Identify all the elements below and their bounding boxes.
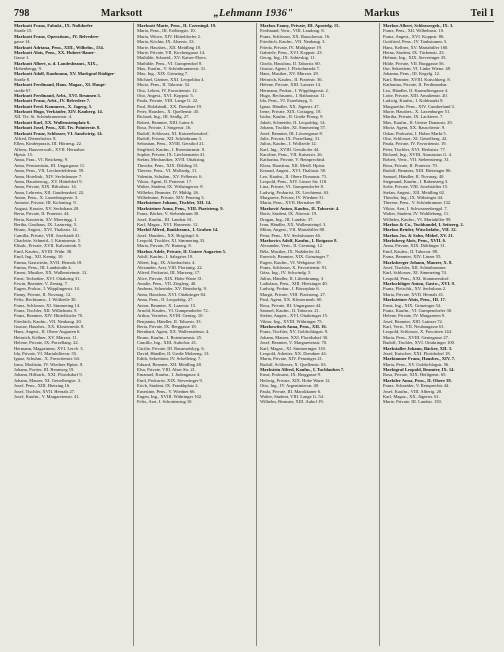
directory-entry: Karl, Schlosser, XI. Simmering 74.: [383, 270, 447, 276]
directory-entry: Karl, Magaz., XX. Jägerstr. 61.: [383, 393, 440, 399]
directory-entry: Otto, Schlosser, XI. Geiselberg. 42.: [383, 135, 448, 141]
directory-entry: Ignaz, Händler, XX. Jägerstr. 47.: [260, 103, 320, 109]
directory-entry: Johann, Tischler, XI. Simmering 57.: [260, 125, 327, 131]
directory-entry: Hugo, Rechtsanw., I. Rathausstr. 11.: [260, 92, 326, 98]
directory-entry: Valentin, Schuhm., XV. Felberstr. 6.: [137, 173, 203, 179]
directory-entry: Leo, Kaufm., II. Obere Donaustr. 71.: [260, 173, 328, 179]
directory-entry: Max, Kaufm., V. Schönbrunnerstr. 31.: [137, 66, 207, 71]
directory-entry: Moriz, Agent, XX. Rauscherstr. 9.: [383, 125, 446, 131]
directory-entry: Gasse 1.: [14, 55, 30, 61]
directory-entry: Marksott Franz, Arbt., IV. Belvedere 7.: [14, 98, 91, 104]
directory-entry: Viktor, Ing., XVIII. Währinger 75.: [260, 318, 323, 324]
directory-entry: Alfred, Prokurist, III. Marxerg. 17.: [137, 270, 201, 276]
directory-entry: Wilhelmine, Private, XIV. Penzing 3.: [137, 195, 205, 200]
directory-entry: Ludwig, Prokur., I. Börseplatz 6.: [260, 286, 320, 292]
directory-entry: Ludwig, Kaufm., I. Kohlmarkt 8.: [383, 98, 444, 104]
directory-entry: Rudolf, Schlosser, X. Quellenstr. 63.: [260, 361, 327, 367]
directory-entry: Helene, Private, IV. Margareten 9.: [383, 313, 446, 319]
directory-entry: Adolf, Kaufm., I. Salzgries 19.: [137, 254, 194, 260]
directory-entry: Emanuel, Kaufm., I. Judengasse 4.: [137, 372, 201, 378]
directory-entry: Margit, Private, VIII. Piaristeng. 27.: [260, 291, 326, 297]
directory-entry: Hans, Kellner, XV. Mariahilfer 160.: [383, 44, 449, 50]
directory-entry: Otto, Angest., XVI. Koppstr. 5.: [137, 92, 194, 98]
directory-entry: Jakob, Schneider, II. Leopoldsg. 14.: [260, 119, 326, 125]
directory-entry: Marie, Hausbes., X. Laxenburger 51.: [383, 109, 451, 114]
directory-entry: Ladislaus, Pens., XIII. Hietzinger 40.: [260, 281, 328, 286]
directory-entry: Helene, Private, IX. Porzellang. 22.: [14, 340, 79, 346]
directory-entry: Erich, Student, IX. Frankhplatz 2.: [137, 383, 199, 389]
directory-entry: Heinz, Student, IX. Türkenstr. 23.: [383, 49, 445, 55]
directory-entry: Ilse, Sekretärin, VI. Linke Wienz. 48.: [383, 66, 452, 71]
directory-entry: Franz, Bäcker, V. Siebenbrunn 30.: [137, 211, 200, 217]
directory-entry: Josef, Beamter, III. Löwengasse 8.: [260, 130, 323, 136]
directory-entry: Ida, Pens., VI. Esterházyg. 5.: [260, 98, 313, 104]
directory-entry: Markstein Alfred, Kaufm., I. Tuchlauben 7.: [260, 367, 345, 372]
directory-entry: Rosa, Private, XIX. Heiligenst. 65.: [383, 372, 447, 378]
directory-entry: Josef, Hausbes., XX. Brigittapl. 6.: [137, 232, 200, 238]
directory-entry: Josef, Pens., XIII. Hietzing 16.: [14, 383, 71, 389]
directory-entry: Josef, Kaufm., VIII. Albertg. 20.: [383, 388, 443, 394]
directory-entry: Felix, Arzt, I. Schottenring 10.: [137, 399, 193, 405]
directory-entry: Markstaller Johann, Bäcker, XII. 3.: [383, 345, 453, 351]
directory-entry: Viktor, Agent, II. Praterstr. 17.: [137, 178, 193, 184]
directory-entry: Irma, Modistin, IV. Wiedner Hptstr. 8.: [14, 361, 84, 367]
directory-entry: Anna, Hausbesorg., XV. Hütteldorf 9.: [14, 178, 83, 184]
directory-entry: Franz, Angest., XVI. Koppstr. 86.: [383, 33, 445, 39]
directory-entry: straße 67.: [14, 87, 32, 93]
directory-entry: Frieda, Private, IV. Mühlgasse 19.: [260, 44, 323, 50]
directory-entry: Erwin, Beamter, V. Zentag. 7.: [14, 281, 69, 286]
directory-entry: Andreas, Schneider, XV. Reindorfg. 9.: [137, 286, 208, 292]
directory-entry: Sophie, Private, IX. Liechtenstein 41.: [137, 152, 206, 157]
directory-entry: Berta, Kassierin, XV. Moeringg. 1.: [14, 216, 78, 222]
directory-entry: Siegfried, Kaufm., I. Rotenturmstr. 9.: [137, 146, 206, 152]
header-rule: [14, 21, 494, 22]
directory-entry: Franz, Schlosser, XX. Rauscherstr. 16.: [260, 33, 331, 39]
directory-entry: Samuel, Händler, II. Novarag. 40.: [383, 173, 445, 179]
directory-entry: Maria, Private, XIV. Penzinger 21.: [260, 356, 324, 362]
directory-entry: Rudolf, Beamter, XIII. Hietzinger 86.: [383, 168, 452, 174]
directory-entry: Marie, Private, VII. Kirchengasse 14.: [137, 49, 206, 55]
directory-entry: Gabriele, Pens., XVI. Koppstr. 23.: [260, 49, 323, 55]
directory-entry: Arthur, Vertreter, XVIII. Gentzg. 10.: [137, 313, 204, 319]
directory-entry: Bertha, Gasthaus, IX. Lazarettg. 5.: [14, 221, 78, 227]
directory-entry: Rosa, Private, II. Praterstr. 70.: [383, 162, 438, 168]
directory-entry: Maria, Private, XVII. Hernals 41.: [383, 291, 445, 297]
directory-entry: Isidor, Kaufm., II. Große Pfarrg. 9.: [260, 114, 324, 120]
directory-entry: Klara, Hausfrau, XII. Meidl. Hptstr.: [260, 162, 326, 168]
directory-entry: Straße 8.: [14, 76, 31, 82]
directory-entry: Marktl Alfred, Bankbeamt., I. Graben 14.: [137, 227, 219, 233]
directory-entry: Paula, Private, VIII. Lange G. 22.: [137, 98, 199, 104]
directory-entry: Johanna, Pens., III. Kegelg. 12.: [383, 71, 441, 77]
directory-entry: Johann, Hilfsarb., XXI. Floridsdorf 9.: [14, 372, 83, 378]
directory-entry: Margarethe, Pens., XIV. Cumberland 3.: [383, 103, 455, 109]
directory-entry: Josef, Tischler, XVII. Hernals 27.: [14, 388, 76, 394]
directory-entry: Ivan, Händler, XX. Wallensteinpl. 3.: [260, 221, 327, 227]
directory-entry: Edith, Sekretärin, IV. Schelleing. 7.: [137, 356, 202, 362]
directory-entry: Ignaz, Schuhm., X. Favoritenstr. 64.: [14, 356, 80, 362]
directory-entry: Markschläger Anton, Gastw., XVI. 9.: [383, 281, 456, 286]
directory-entry: Leopold, Pens., XXI. Stammersdorf.: [383, 275, 450, 281]
directory-entry: Marksott Josef, Pens., XII. Tiv. Pointerstr. 8.: [14, 125, 101, 131]
directory-entry: Marie, Private, III. Landstr. 150.: [383, 399, 442, 405]
directory-entry: Franz, Schlosser, X. Favoritenstr. 91.: [260, 264, 328, 270]
directory-entry: Josef, Beamter, XIII. Lainzer 72.: [383, 318, 443, 324]
directory-entry: Bernhard, Agent, XX. Wallensteinstr. 4.: [137, 329, 210, 335]
directory-entry: Theodor, Ing., IX. Währinger 44.: [383, 195, 444, 200]
directory-entry: Ferdinand, Vertr., VIII. Laudong. 8.: [260, 28, 325, 34]
page-header: [14, 6, 494, 20]
directory-entry: Margarete, Private, IV. Wiedner 31.: [260, 195, 325, 200]
directory-entry: Samuel, Kaufm., II. Taborstr. 21.: [260, 307, 320, 313]
directory-entry: Franz, Schneider, V. Reinprechts 44.: [383, 383, 450, 389]
directory-entry: Marksott Franz, Fabukt., IX. Nußdorfer: [14, 23, 93, 28]
directory-entry: Julius, Händler, II. Lilienbrunng. 3.: [260, 275, 325, 281]
directory-entry: Berta, Private, IX. Berggasse 18.: [137, 324, 197, 329]
directory-entry: Irene, Private, XIX. Cottageg. 18.: [260, 109, 322, 114]
directory-entry: Otto, Lehrer, IV. Favoritenstr. 12.: [137, 87, 198, 93]
directory-entry: Maria, Pens., XVII. Hernalser 88.: [260, 200, 322, 206]
directory-entry: Hermann, Magazineur, XVI. Lerch. 3.: [14, 345, 84, 351]
directory-entry: Milan, Angest., VII. Mariahilfer 88.: [260, 227, 326, 233]
directory-entry: Viktor, Arzt, I. Schwarzenbergpl. 7.: [383, 205, 448, 211]
directory-entry: Markowitsch Anna, Pens., XII. 16.: [260, 324, 327, 329]
directory-entry: Béla, Musiker, IX. Nußdorfer 24.: [260, 248, 321, 254]
directory-entry: Camillo, Ing., XIII. Auhofstr. 41.: [137, 340, 198, 346]
directory-entry: Leopold, Arbeiter, XX. Dresdner 44.: [260, 350, 327, 356]
directory-entry: Emil, Kaufm., II. Taborstr. 88.: [383, 248, 439, 254]
column-1: [14, 23, 127, 646]
directory-entry: Leopold, Pens., XIV. Linzer Str. 118.: [260, 178, 328, 184]
directory-entry: Max, Kaufm., II. Untere Donaustr. 29.: [383, 119, 453, 125]
directory-entry: Markus Jos. & Sohn, Möbel, XV. 21.: [383, 232, 454, 238]
directory-entry: Eduard, Beamter, XII. Meidling 48.: [137, 361, 202, 367]
directory-entry: Marksberger Johann, Maurer, X. 8.: [383, 259, 453, 265]
directory-entry: Paula, Private, IV. Favoritenstr. 19.: [383, 141, 447, 147]
directory-entry: Cäcilie, Private, III. Rasumofskyg. 6.: [137, 345, 205, 351]
header-title: „Lehmann 1936": [213, 7, 294, 19]
directory-entry: Heinrich, Kellner, XV. Märzstr. 11.: [14, 334, 78, 340]
directory-entry: Josef, Kaufm., V. Margaretenstr. 41.: [14, 393, 80, 399]
directory-entry: Robert, Vertr., VII. Siebensterng. 31.: [383, 157, 450, 163]
directory-entry: Robert, Beamter, XIII. Lainz 6.: [137, 119, 195, 125]
directory-entry: Albert, Ing., IX. Alserbachstr. 4.: [137, 259, 196, 265]
directory-entry: Alexander, Arzt, VIII. Florianig. 22.: [137, 264, 203, 270]
directory-entry: Rudolf, Tischler, XVI. Ottakringer 100.: [383, 340, 456, 346]
directory-entry: Franz, Tischler, XII. Wilhelmstr. 9.: [14, 307, 78, 313]
directory-entry: Gottfried, Pens., IV. Taubstumm. 5.: [383, 39, 448, 45]
directory-entry: Markovics Adolf, Kaufm., I. Rotgasse 8.: [260, 238, 338, 243]
directory-entry: Marie, Hausbes., XII. Meidling 18.: [137, 44, 202, 50]
directory-entry: Ernest, Musiker, XX. Wallensteinstr. 12.: [14, 270, 88, 276]
directory-entry: Elisab., Private, XVII. Kalvarienb. 9.: [14, 243, 82, 249]
directory-entry: Marksteiner Alois, Pens., III. 17.: [383, 297, 446, 303]
directory-entry: Anna, Pensionistin, III. Ungargasse 11.: [14, 162, 86, 168]
directory-entry: Emil, Ing., XII. Kemtg. 10.: [14, 254, 64, 260]
directory-entry: Alfred, Dienerhofstr. 8.: [14, 135, 57, 141]
directory-entry: Josef, Kutscher, XXI. Floridsdorf 18.: [383, 350, 451, 356]
directory-entry: Ernst, Prokurist, IX. Berggasse 9.: [260, 372, 322, 378]
directory-entry: Marksteiner Johann, Tischler, XII. 14.: [137, 200, 212, 206]
directory-entry: Eugen, Prokur., I. Wipplingerstr. 14.: [14, 286, 80, 292]
directory-entry: Anna, Frau., VI. Brückeng. 9.: [14, 157, 69, 163]
directory-entry: Georg, Ing., IX. Sobieskig. 11.: [260, 55, 316, 61]
directory-entry: Petar, Pens., XV. Sechshauser 46.: [260, 232, 321, 238]
column-2: [133, 23, 250, 646]
directory-entry: Anton, Pens., X. Laxenburgerstr. 3.: [14, 195, 79, 200]
directory-entry: Maria, Private, IV. Rainerg. 8.: [137, 243, 192, 249]
directory-entry: Franz, Tischler, XV. Goldschlagstr. 9.: [260, 329, 329, 335]
directory-entry: Konrad, Angest., XVI. Thaliastr. 58.: [260, 168, 327, 174]
directory-entry: Marktgraf Leopold, Beamter, IX. 14.: [383, 367, 455, 372]
directory-entry: Maria, Pens., XVIII. Gentzgasse 27.: [383, 334, 450, 340]
directory-entry: Leopold, Schlosser, X. Favoriten 144.: [383, 329, 453, 335]
directory-entry: Wilhelm, Kaufm., VI. Mariahilfer 99.: [383, 216, 452, 222]
directory-entry: Franz, Beamter, XIV. Linzer 55.: [383, 254, 442, 260]
directory-entry: Eugen, Kaufm., VI. Webgasse 19.: [260, 259, 322, 265]
directory-entry: Friedrich, Kaufm., VII. Neubaug. 3.: [260, 39, 326, 45]
directory-entry: Karl, Magaz., XI. Simmeringer 118.: [260, 345, 326, 351]
directory-entry: Boris, Student, IX. Alserstr. 19.: [260, 211, 318, 217]
directory-entry: Emma, Gastwirtin, XVII. Hernals 18.: [14, 259, 83, 265]
directory-entry: Paul, Agent, XX. Klosterneub. 60.: [260, 297, 323, 303]
directory-entry: Marksott Adolf, Kaufmann, XV. Markgraf Rüdiger-: [14, 71, 116, 77]
directory-entry: Siegmund, Kaufm., I. Rabensteig 3.: [383, 178, 449, 184]
directory-entry: Julie, Private, IX. Porzellang. 31.: [260, 135, 321, 141]
directory-entry: Bruno, Angest., XVI. Thaliastr. 14.: [14, 227, 78, 233]
directory-entry: Johann, Maurer, XXI. Floridsdorf 30.: [260, 334, 329, 340]
column-3: [256, 23, 373, 646]
directory-entry: Markus Albert, Schlossergeh., IX. 3.: [383, 23, 454, 28]
directory-entry: Camilla, Private, VIII. Josefstadt 41.: [14, 232, 81, 238]
directory-entry: Franz, Fleischh., XV. Sechshaus 2.: [383, 286, 447, 292]
directory-entry: Sebastian, Pens., XVIII. Gersthof 21.: [137, 141, 205, 147]
directory-entry: Walter, Student, IV. Wohllebeng. 11.: [383, 211, 450, 217]
directory-entry: Stefan, Mechaniker, XVII. Ottakring.: [137, 157, 206, 163]
directory-entry: Anna, Hausfrau, XVI. Ottakringer 84.: [137, 291, 207, 297]
directory-entry: Mathilde, Pens., VI. Gumpendorf 8.: [137, 60, 203, 66]
directory-entry: Richard, Ing., XVIII. Anastasius G. 4.: [383, 152, 453, 157]
directory-entry: Johann, Maurer, XI. Geiselbergstr. 3.: [14, 377, 82, 383]
directory-entry: Maria, Pens., XV. Goldschlagstr. 56.: [383, 361, 450, 367]
directory-entry: Rudolf, Friseur, XII. Schönbrunn 3.: [137, 135, 202, 141]
directory-entry: Heinrich, Kaufm., II. Praterstr. 36.: [260, 76, 323, 82]
directory-entry: Alexander, Vertr., II. Czerning. 12.: [260, 243, 324, 249]
directory-entry: Wilhelm, Beamter, XIII. Auhof 19.: [260, 399, 324, 405]
directory-entry: Josef, Beamter, V. Margaretenstr. 70.: [260, 340, 328, 346]
directory-entry: Katharina, Private, II. Ferdinandstr.: [383, 82, 448, 88]
directory-entry: Sofie, Private, VIII. Josefstädter 15.: [383, 184, 449, 190]
directory-entry: Gustav, Hausbes., XX. Klosterneub. 8.: [14, 324, 85, 329]
directory-entry: David, Händler, II. Große Mohreng. 13.: [137, 350, 210, 356]
directory-entry: Dragan, Ing., III. Landstr. 37.: [260, 216, 314, 222]
directory-entry: Straße 15.: [14, 28, 33, 34]
directory-entry: Marksott Ferdinand, Arbt., XVI. Brunnen 5.: [14, 92, 101, 98]
directory-entry: Anton, Beamter, X. Laaerstr. 15.: [137, 302, 197, 308]
directory-entry: Rudolf, Schlosser, XI. Kaiserebersdorf.: [137, 130, 209, 136]
directory-entry: Emerich, Beamter, XIX. Grinzinger 7.: [260, 254, 330, 260]
directory-entry: Berta, Private, II. Praterstr. 44.: [14, 211, 70, 217]
directory-entry: Anna, Lehrerin, XII. Gaudenzdorf. 22.: [14, 189, 85, 195]
directory-entry: Theodor, Pens., XIX. Döbling 15.: [137, 162, 199, 168]
directory-entry: Hohenbergg. 9.: [14, 66, 43, 71]
directory-entry: Marktler Anna, Pens., II. Obere 39.: [383, 377, 452, 383]
directory-entry: Max, Ing., XIX. Grinzing 7.: [137, 71, 189, 77]
directory-entry: Hans, Angest., II. Obere Augarten 6.: [14, 329, 81, 335]
directory-entry: Hptstr. 15.: [14, 152, 34, 157]
directory-entry: Markus & Co., Tuchhandel, I. Seitzerg. 2.: [383, 221, 464, 227]
directory-entry: Benjamin, Händler, II. Taborstr. 33.: [137, 318, 202, 324]
directory-entry: Hans, Musiker, XV. Märzstr. 29.: [260, 71, 319, 77]
directory-entry: Marksteiner Anna, Pens., VIII. Piaristeng. 9.: [137, 205, 224, 211]
directory-columns: [14, 23, 496, 646]
directory-entry: Lina, Private, VI. Gumpendorfer 8.: [260, 184, 325, 190]
directory-entry: Karl, Vertr., VII. Neubaugasse 61.: [383, 324, 445, 329]
directory-entry: Franz, Pens., XII. Wilhelmstr. 10.: [383, 28, 445, 34]
page-number: 798: [14, 7, 30, 19]
directory-entry: Stefan, Angest., XII. Meidling 62.: [383, 189, 446, 195]
directory-entry: Marksott Karl, XX. Wallensteinplatz 6.: [14, 119, 91, 125]
directory-entry: Ernst, Ing., XIX. Grinzinger 54.: [383, 302, 442, 308]
directory-entry: Peter, Tischler, XVI. Herbststr. 77.: [383, 146, 446, 152]
directory-entry: Franz, Beamter, XIV. Hütteldorfer 70.: [14, 313, 84, 319]
directory-entry: Richard, Ing., III. Seidlg. 27.: [137, 114, 190, 120]
directory-entry: Arnold, Kaufm., VI. Gumpendorfer 72.: [137, 307, 209, 313]
directory-entry: Marksott Franz, Operations., IV. Belvedere-: [14, 33, 100, 39]
header-part: Teil I: [470, 7, 494, 19]
directory-entry: Markus Adele, Private, II. Untere Augarten 5.: [137, 248, 227, 254]
directory-entry: Stefan, Angest., XVI. Ottakringer 15.: [260, 313, 329, 319]
header-left-word: Marksott: [100, 7, 143, 19]
header-right-word: Markus: [364, 7, 400, 19]
directory-entry: Marksott Ferdinand, Haus. Magaz., XI. Haupt-: [14, 82, 107, 88]
directory-entry: Marksott Franz, Schlosser, VI. Sandwirtg. 14.: [14, 130, 103, 136]
directory-entry: Anna, Private, XIX. Döblinger 31.: [383, 243, 446, 249]
directory-entry: Alfons, Hausverwalt., XVII. Hernalser: [14, 146, 85, 152]
directory-entry: Emil, Prokurist, XIX. Sieveringer 9.: [137, 377, 203, 383]
directory-entry: Bruno, Kaufm., I. Rotenturmstr. 25.: [137, 334, 203, 340]
directory-entry: Otto, Ing., IV. Argentinierstr. 40.: [260, 383, 320, 389]
directory-entry: Marksott Albert, u. d. Landesbeamt., XIX.,: [14, 60, 98, 66]
directory-entry: Marksberg Alois, Pens., XVII. 6.: [383, 238, 447, 243]
directory-entry: Hermann, Prokur., I. Wipplingerstr. 2.: [260, 87, 329, 93]
directory-entry: Marktanner Franz, Hausbes., XIV. 7.: [383, 356, 456, 362]
directory-entry: Karl, Magaz., XVI. Hasnerstr. 12.: [137, 221, 199, 227]
directory-entry: Therese, Pens., VI. Mollardg. 11.: [137, 168, 198, 174]
directory-entry: Ernst, Techniker, XVI. Ottakring 31.: [14, 275, 81, 281]
directory-entry: Helmut, Ing., XIX. Sieveringer 35.: [383, 55, 447, 61]
directory-entry: Paula, Private, III. Marokkaner 6.: [260, 388, 322, 394]
directory-entry: Felix, Rechtsanw., I. Wollzeile 30.: [14, 297, 77, 303]
directory-entry: Marksott Adriana, Pens., XIII., Wilhelm., 154.: [14, 44, 104, 50]
directory-entry: Anna, Pens., VII. Lerchenfelderstr. 59.: [14, 168, 85, 174]
directory-entry: Eugen, Ing., XVIII. Währinger 102.: [137, 393, 203, 399]
directory-entry: Rosa, Private, III. Ungargasse 44.: [260, 302, 322, 308]
directory-entry: Alice, Private, XIX. Hohe Warte 31.: [137, 275, 204, 281]
directory-entry: Marksott Hugo, Verkäufer, XIV. Kauberg. 14.: [14, 109, 103, 114]
directory-entry: Emma, Pens., III. Landstraße 4.: [14, 264, 72, 270]
directory-entry: Leo, Händler, II. Karmelitergasse 4.: [383, 87, 449, 93]
directory-entry: Maria, Köchin, IX. Alserstr. 33.: [137, 39, 195, 45]
directory-entry: Franz, Kaufm., VI. Gumpendorfer 30.: [383, 307, 453, 313]
directory-entry: XII. Tiv. St. Schönbrunnerstr. 4.: [14, 114, 73, 120]
directory-entry: Marksott Marie, Pens., II. Czerninpl. 19.: [137, 23, 217, 28]
directory-entry: Gisela, Hausfrau, II. Taborstr. 60.: [260, 60, 321, 66]
directory-entry: Leopold, Tischler, XI. Simmering 33.: [137, 238, 206, 243]
directory-entry: Gustav, Agent, I. Fleischmarkt 7.: [260, 66, 321, 71]
directory-entry: Josef, Kaufm., III. Landstr. 61.: [137, 216, 194, 222]
directory-entry: Michael, Gärtner, XXI. Leopoldau 4.: [137, 76, 205, 82]
directory-entry: Hilde, Private, VII. Burggasse 56.: [383, 60, 445, 66]
directory-entry: Lotte, Private, XIII. Amalienstr. 20.: [383, 92, 448, 98]
directory-entry: Franz, Schlosser, XI. Simmering 14.: [14, 302, 81, 308]
directory-entry: Fanny, Private, II. Novarag. 12.: [14, 291, 72, 297]
directory-entry: Markus Brüder, Wäschefabr., VII. 12.: [383, 227, 457, 233]
directory-entry: Josef, Tischler, XII. Schönbrunner.: [383, 264, 447, 270]
column-4: [379, 23, 496, 646]
directory-entry: Wilhelm, Beamter, IV. Mühlg. 26.: [137, 189, 200, 195]
directory-entry: Hedwig, Private, XIX. Hohe Warte 12.: [260, 377, 331, 383]
directory-entry: Marksott Ferd. Kommerz., X. Jagerg. 5.: [14, 103, 93, 109]
directory-entry: Markus Fanny, Private, III. Apostelg. 15.: [260, 23, 340, 28]
directory-entry: Marksott Alois, Pens., XX. Hubert-Bauer-: [14, 49, 96, 55]
directory-entry: Karoline, Pens., VII. Kaiserstr. 26.: [260, 152, 323, 157]
directory-entry: Géza, Ing., IV. Schwindg. 5.: [260, 270, 312, 276]
directory-entry: Paul, Holzhändl., XX. Dresdner 19.: [137, 103, 203, 109]
directory-entry: Charlotte, Schneid., I. Kärntnerstr. 5.: [14, 238, 82, 243]
directory-entry: Therese, Pens., V. Schönbrunner 132.: [383, 200, 452, 206]
directory-entry: Anna, Pens., II. Leopoldsg. 27.: [137, 297, 194, 303]
directory-entry: Emil, Kaufm., XVIII. Währ. 38.: [14, 248, 73, 254]
directory-entry: Marković Anton, Kaufm., II. Taborstr. 4.: [260, 205, 340, 211]
directory-entry: Moriz, Pens., II. Taborstr. 52.: [137, 82, 191, 88]
directory-entry: Anna, Hotelinh., XIV. Sechshauser 7.: [14, 173, 83, 179]
directory-entry: Walter, Student, IX. Währingerstr. 8.: [137, 184, 204, 190]
directory-entry: Ida, Private, VI. Mariahilferstr. 55.: [14, 350, 78, 356]
directory-entry: Rosa, Private, I. Singerstr. 16.: [137, 125, 192, 131]
directory-entry: Katharina, Private, V. Reinprechtsd.: [260, 157, 326, 163]
directory-entry: Anna, Private, XIX. Bilrothstr. 14.: [14, 184, 77, 190]
directory-entry: gasse 14.: [14, 39, 31, 45]
directory-entry: Ellen, Kinderpraxis, III. Hörnesg. 22.: [14, 141, 83, 147]
directory-entry: Martha, Private, IX. Lackierer. 7.: [383, 114, 444, 120]
directory-entry: Julius, Kaufm., I. Wollzeile 12.: [260, 141, 317, 147]
directory-entry: Karl, Ing., XVIII. Gersthofer 44.: [260, 146, 320, 152]
directory-entry: Ludwig, Prokurist, IX. Liechtenst. 63.: [260, 189, 330, 195]
directory-entry: Helene, Private, XIII. Lainzer 14.: [260, 82, 322, 88]
directory-entry: Elsa, Private, VIII. Alser Str. 21.: [137, 367, 197, 372]
directory-entry: Friedrich, Kaufm., VII. Neubaug. 20.: [14, 318, 82, 324]
directory-entry: Johann, Portier, III. Rennweg 19.: [14, 367, 75, 372]
directory-entry: August, Kassier, XV. Sechshaus 28.: [14, 205, 80, 211]
directory-entry: Antonie, Private, III. Kolonitzg. 9.: [14, 200, 77, 206]
directory-entry: Maria, Pens., III. Erdbergstr. 10.: [137, 28, 196, 34]
directory-entry: Ernestine, Pens., V. Wiedner 66.: [137, 388, 196, 394]
directory-entry: Mathilde, Schneid., XV. Kaiser-Ebers.: [137, 55, 207, 61]
directory-entry: Peter, Hausbes., X. Quellenstr. 45.: [137, 109, 200, 114]
directory-entry: Walter, Student, VIII. Lange G. 54.: [260, 393, 325, 399]
directory-entry: Karl, Beamter, XVIII. Kutschkerg. 8.: [383, 76, 451, 82]
directory-entry: Maria, Witwe, XIV. Hütteldorfer 2.: [137, 33, 202, 39]
directory-entry: Amalie, Pens., VII. Zieglerg. 40.: [137, 281, 197, 286]
directory-entry: Oskar, Prokurist, I. Hoher Markt 5.: [383, 130, 447, 136]
